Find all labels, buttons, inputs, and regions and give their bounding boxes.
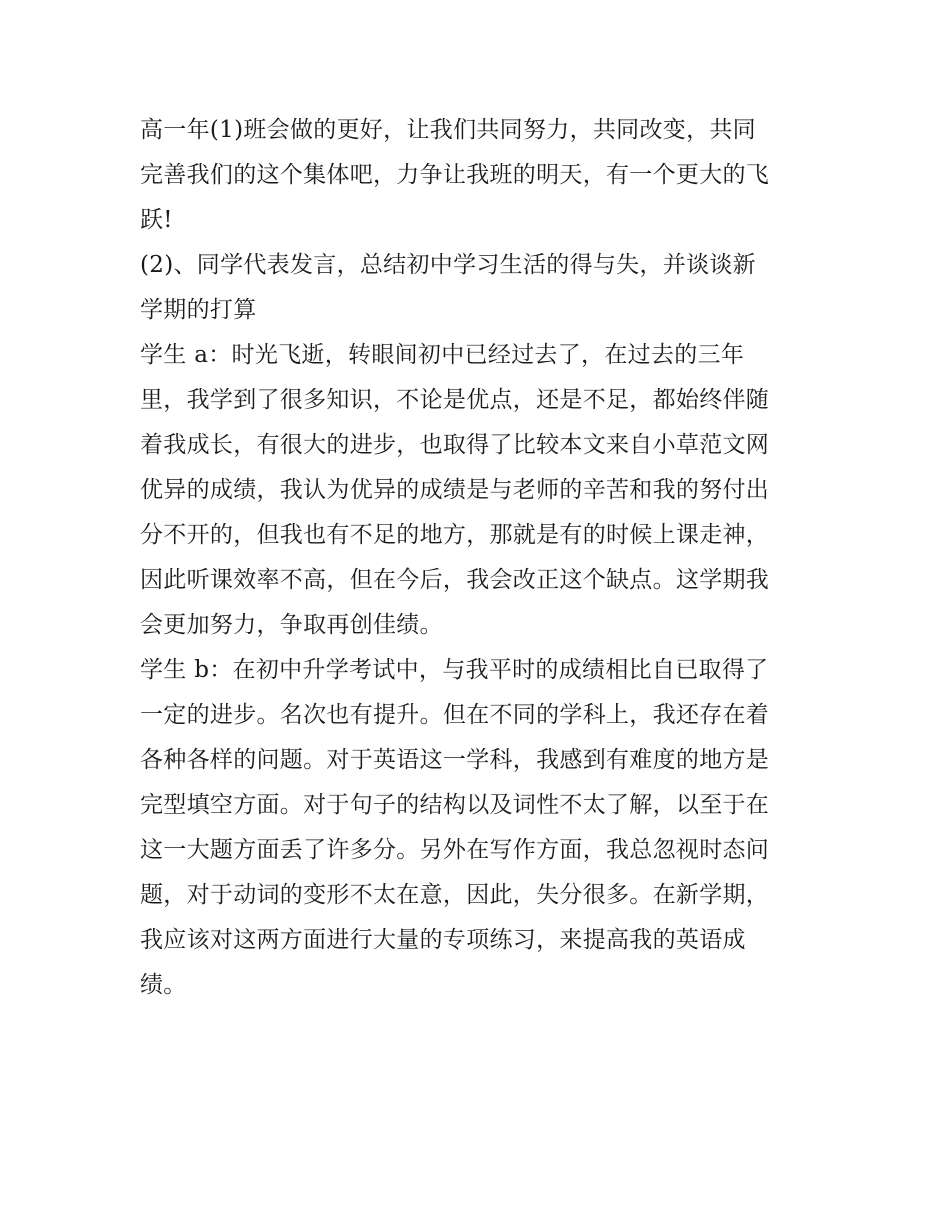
text-line: 学生 b：在初中升学考试中，与我平时的成绩相比自已取得了 (140, 657, 769, 683)
text-line: 这一大题方面丢了许多分。另外在写作方面，我总忽视时态问 (140, 837, 770, 863)
text-line: (2)、同学代表发言，总结初中学习生活的得与失，并谈谈新 (140, 252, 756, 278)
text-line: 优异的成绩，我认为优异的成绩是与老师的辛苦和我的努付出 (140, 477, 770, 503)
text-line: 题，对于动词的变形不太在意，因此，失分很多。在新学期， (140, 882, 770, 908)
text-line: 完型填空方面。对于句子的结构以及词性不太了解，以至于在 (140, 792, 770, 818)
text-line: 因此听课效率不高，但在今后，我会改正这个缺点。这学期我 (140, 567, 770, 593)
text-line: 学期的打算 (140, 297, 257, 323)
text-line: 跃! (140, 207, 173, 233)
text-line: 一定的进步。名次也有提升。但在不同的学科上，我还存在着 (140, 702, 770, 728)
text-line: 高一年(1)班会做的更好，让我们共同努力，共同改变，共同 (140, 117, 756, 143)
paragraph-student-a (140, 333, 820, 648)
document-body (140, 108, 820, 1008)
text-line: 会更加努力，争取再创佳绩。 (140, 612, 443, 638)
text-line: 我应该对这两方面进行大量的专项练习，来提高我的英语成 (140, 927, 746, 953)
text-line: 完善我们的这个集体吧，力争让我班的明天，有一个更大的飞 (140, 162, 770, 188)
text-line: 绩。 (140, 972, 187, 998)
text-line: 里，我学到了很多知识，不论是优点，还是不足，都始终伴随 (140, 387, 770, 413)
text-line: 分不开的，但我也有不足的地方，那就是有的时候上课走神， (140, 522, 770, 548)
paragraph-student-b (140, 648, 820, 1008)
text-line: 着我成长，有很大的进步，也取得了比较本文来自小草范文网 (140, 432, 770, 458)
text-line: 各种各样的问题。对于英语这一学科，我感到有难度的地方是 (140, 747, 770, 773)
paragraph-class-closing (140, 108, 820, 243)
text-line: 学生 a：时光飞逝，转眼间初中已经过去了，在过去的三年 (140, 342, 745, 368)
paragraph-section-heading (140, 243, 820, 333)
